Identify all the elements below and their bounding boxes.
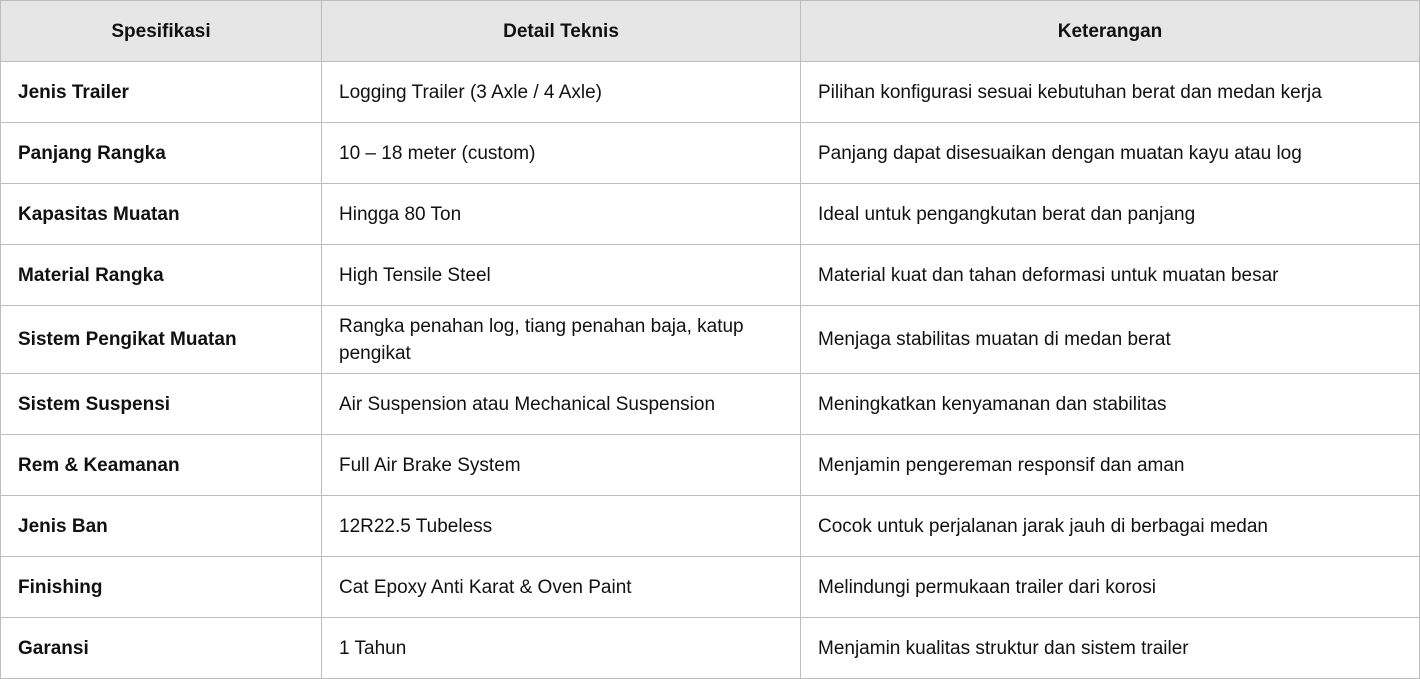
- table-row: [1, 557, 1420, 618]
- header-detail-teknis: Detail Teknis: [322, 1, 801, 62]
- note-cell: Pilihan konfigurasi sesuai kebutuhan berat dan medan kerja: [801, 62, 1420, 123]
- table-row: [1, 374, 1420, 435]
- header-row: [1, 1, 1420, 62]
- detail-cell: Logging Trailer (3 Axle / 4 Axle): [322, 62, 801, 123]
- spec-name-cell: Jenis Ban: [1, 496, 322, 557]
- spec-name-cell: Sistem Pengikat Muatan: [1, 306, 322, 374]
- table-row: [1, 245, 1420, 306]
- detail-cell: 12R22.5 Tubeless: [322, 496, 801, 557]
- note-cell: Menjamin kualitas struktur dan sistem trailer: [801, 618, 1420, 679]
- spec-name-cell: Panjang Rangka: [1, 123, 322, 184]
- detail-cell: Full Air Brake System: [322, 435, 801, 496]
- detail-cell: 10 – 18 meter (custom): [322, 123, 801, 184]
- header-spesifikasi: Spesifikasi: [1, 1, 322, 62]
- table-row: [1, 496, 1420, 557]
- note-cell: Cocok untuk perjalanan jarak jauh di berbagai medan: [801, 496, 1420, 557]
- detail-cell: Hingga 80 Ton: [322, 184, 801, 245]
- detail-cell: Air Suspension atau Mechanical Suspension: [322, 374, 801, 435]
- table-row: [1, 306, 1420, 374]
- spec-name-cell: Garansi: [1, 618, 322, 679]
- table-row: [1, 62, 1420, 123]
- spec-name-cell: Kapasitas Muatan: [1, 184, 322, 245]
- table-header: [1, 1, 1420, 62]
- spec-name-cell: Rem & Keamanan: [1, 435, 322, 496]
- note-cell: Melindungi permukaan trailer dari korosi: [801, 557, 1420, 618]
- table-row: [1, 618, 1420, 679]
- table-row: [1, 123, 1420, 184]
- note-cell: Menjamin pengereman responsif dan aman: [801, 435, 1420, 496]
- detail-cell: Cat Epoxy Anti Karat & Oven Paint: [322, 557, 801, 618]
- table-body: [1, 62, 1420, 679]
- note-cell: Panjang dapat disesuaikan dengan muatan kayu atau log: [801, 123, 1420, 184]
- spec-name-cell: Finishing: [1, 557, 322, 618]
- detail-cell: High Tensile Steel: [322, 245, 801, 306]
- note-cell: Meningkatkan kenyamanan dan stabilitas: [801, 374, 1420, 435]
- table-row: [1, 184, 1420, 245]
- detail-cell: 1 Tahun: [322, 618, 801, 679]
- spec-name-cell: Sistem Suspensi: [1, 374, 322, 435]
- header-keterangan: Keterangan: [801, 1, 1420, 62]
- note-cell: Material kuat dan tahan deformasi untuk muatan besar: [801, 245, 1420, 306]
- table-row: [1, 435, 1420, 496]
- note-cell: Menjaga stabilitas muatan di medan berat: [801, 306, 1420, 374]
- note-cell: Ideal untuk pengangkutan berat dan panjang: [801, 184, 1420, 245]
- detail-cell: Rangka penahan log, tiang penahan baja, katup pengikat: [322, 306, 801, 374]
- spec-name-cell: Jenis Trailer: [1, 62, 322, 123]
- spec-name-cell: Material Rangka: [1, 245, 322, 306]
